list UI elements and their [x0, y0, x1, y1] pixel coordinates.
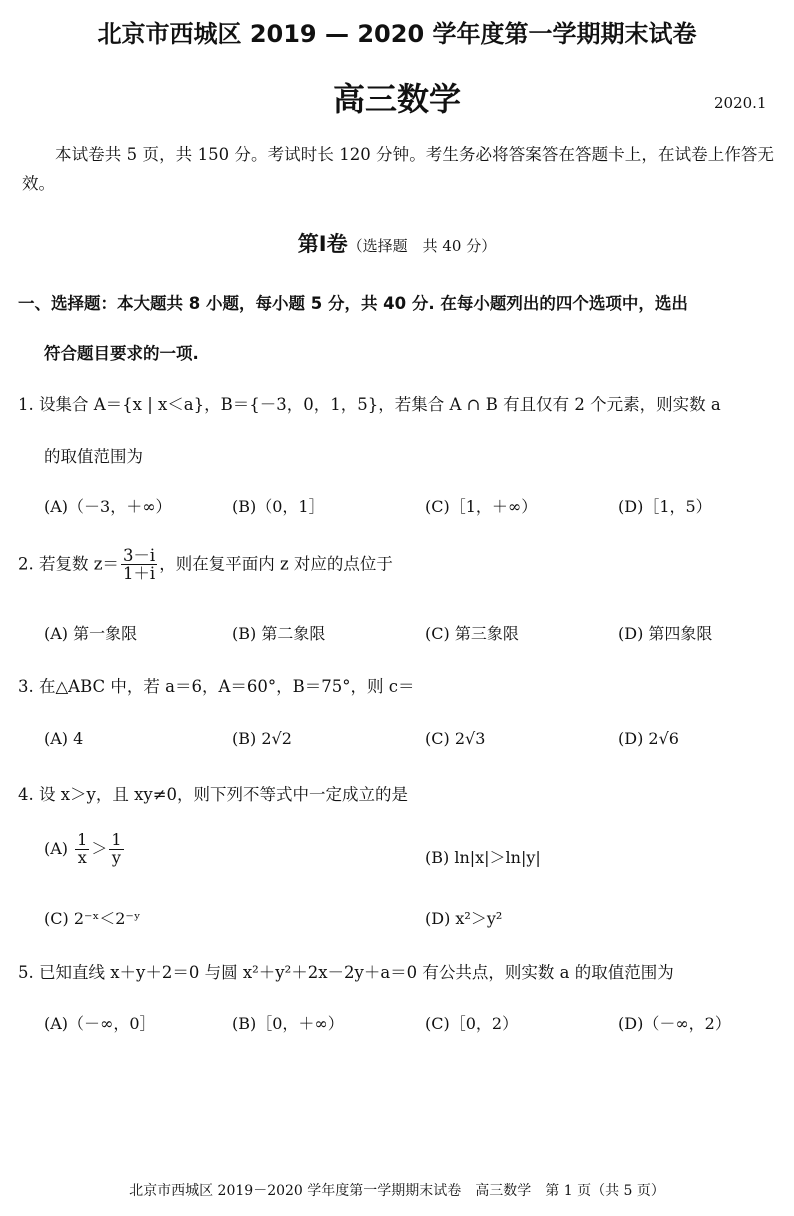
question-4-option-a-right-denominator: y: [111, 847, 121, 867]
exam-instructions: 本试卷共 5 页，共 150 分。考试时长 120 分钟。考生务必将答案答在答题卡上，在试卷上作答无效。: [22, 145, 774, 193]
question-1-stem-continued: 的取值范围为: [44, 447, 143, 466]
question-3-option-d: (D) 2√6: [618, 729, 679, 748]
subject-title: 高三数学: [332, 80, 461, 118]
question-3-option-c: (C) 2√3: [425, 729, 486, 748]
question-1-option-a: (A)（－3，＋∞）: [44, 497, 172, 516]
question-2-fraction-numerator: 3－i: [122, 546, 156, 565]
question-2-option-a: (A) 第一象限: [44, 624, 138, 643]
question-4-option-a: [44, 832, 126, 867]
section-heading: 一、选择题：本大题共 8 小题，每小题 5 分，共 40 分. 在每小题列出的四个选项中，选出: [18, 294, 688, 313]
exam-date: 2020.1: [714, 94, 767, 112]
question-5-option-c: (C)［0，2）: [425, 1014, 519, 1033]
question-3-option-a: (A) 4: [44, 729, 84, 748]
page-footer: 北京市西城区 2019－2020 学年度第一学期期末试卷 高三数学 第 1 页（共 5 页）: [129, 1183, 665, 1199]
question-4-option-b: (B) ln|x|＞ln|y|: [425, 848, 541, 867]
section-heading-continued: 符合题目要求的一项.: [44, 344, 199, 363]
question-4-option-a-left-denominator: x: [77, 847, 87, 867]
question-4-option-a-right-numerator: 1: [111, 830, 122, 849]
question-4-option-c: (C) 2⁻ˣ＜2⁻ʸ: [44, 909, 141, 928]
question-4-option-a-left-numerator: 1: [77, 830, 88, 849]
question-3-option-b: (B) 2√2: [232, 729, 292, 748]
question-2-fraction: [121, 547, 157, 583]
part-title-sub: （选择题 共 40 分）: [347, 237, 497, 255]
question-2-stem-post: ，则在复平面内 z 对应的点位于: [159, 554, 393, 574]
question-2-fraction-denominator: 1＋i: [122, 564, 156, 584]
question-2-stem-pre: 2. 若复数 z＝: [18, 554, 119, 574]
part-title: [0, 228, 794, 258]
question-5-option-a: (A)（－∞，0］: [44, 1014, 156, 1033]
question-1-option-b: (B)（0，1］: [232, 497, 325, 516]
question-4-option-d: (D) x²＞y²: [425, 909, 503, 928]
question-3-stem: 3. 在△ABC 中，若 a＝6，A＝60°，B＝75°，则 c＝: [18, 677, 415, 696]
question-5-option-b: (B)［0，＋∞）: [232, 1014, 344, 1033]
question-2-option-c: (C) 第三象限: [425, 624, 519, 643]
question-2-stem: [18, 547, 393, 583]
question-1-option-d: (D)［1，5）: [618, 497, 712, 516]
question-4-option-a-left-fraction: [75, 832, 89, 867]
question-2-option-d: (D) 第四象限: [618, 624, 713, 643]
question-4-option-a-right-fraction: [109, 832, 123, 867]
question-4-stem: 4. 设 x＞y，且 xy≠0，则下列不等式中一定成立的是: [18, 785, 409, 804]
question-5-stem: 5. 已知直线 x＋y＋2＝0 与圆 x²＋y²＋2x－2y＋a＝0 有公共点，则实数 a 的取值范围为: [18, 963, 674, 982]
question-2-option-b: (B) 第二象限: [232, 624, 326, 643]
question-4-option-a-operator: ＞: [91, 838, 108, 858]
document-title: 北京市西城区 2019 — 2020 学年度第一学期期末试卷: [97, 20, 697, 48]
question-5-option-d: (D)（－∞，2）: [618, 1014, 731, 1033]
question-4-option-a-label: (A): [44, 838, 69, 858]
part-title-main: 第Ⅰ卷: [297, 232, 348, 256]
question-1-option-c: (C)［1，＋∞）: [425, 497, 538, 516]
question-1-stem: 1. 设集合 A＝{x | x＜a}，B＝{－3，0，1，5}，若集合 A ∩ B 有且仅有 2 个元素，则实数 a: [18, 395, 721, 414]
